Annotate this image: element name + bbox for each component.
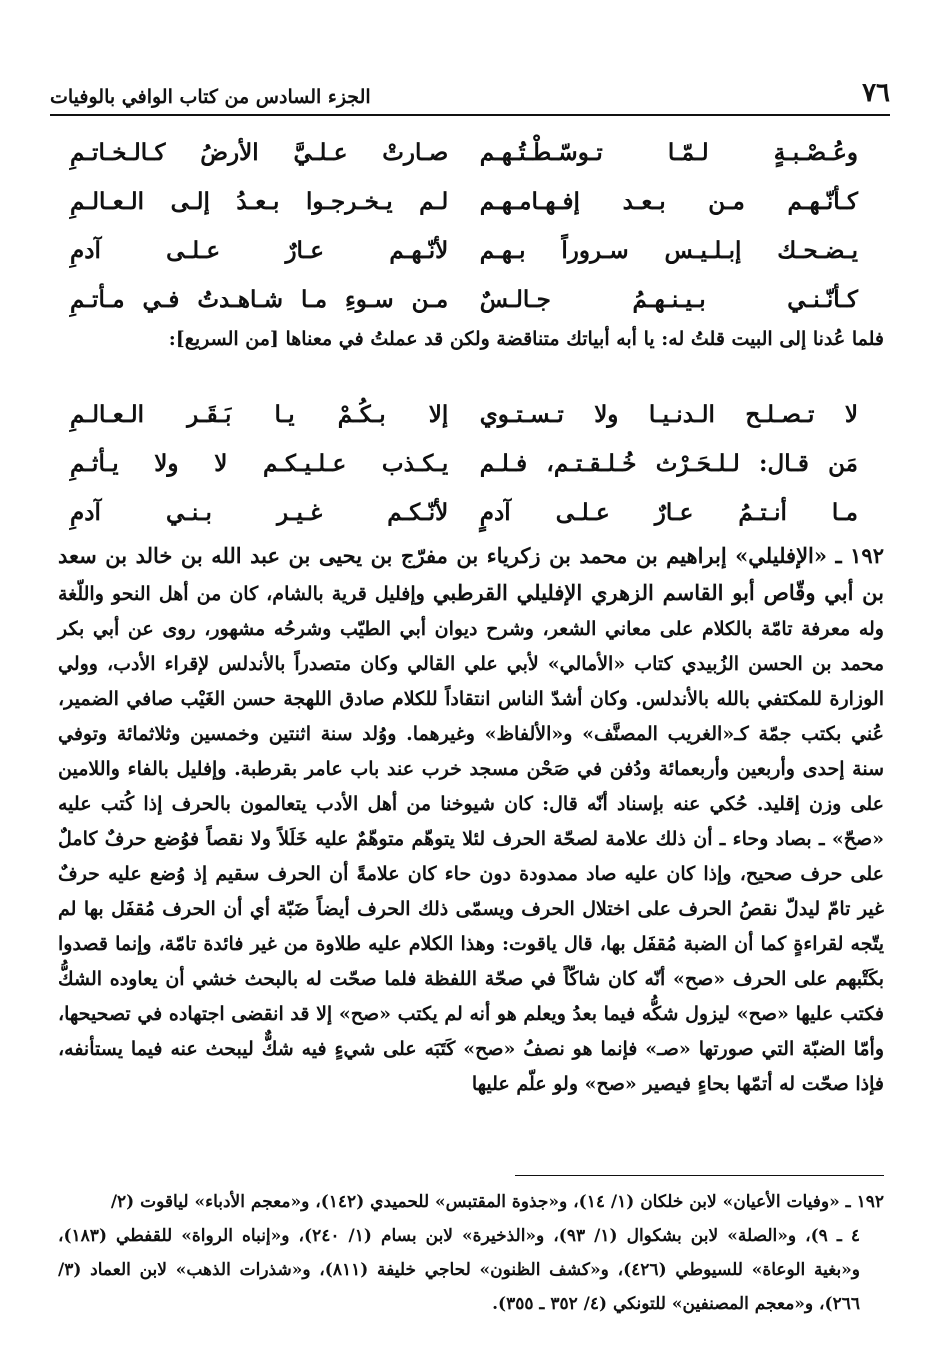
verse-first-hemistich: كـأنّـهـم مـن بـعـد إفـهـامـهـم (479, 188, 858, 215)
page-number: ٧٦ (862, 78, 890, 108)
verse-first-hemistich: وعُـصْـبـةٍ لـمّـا تـوسّـطْـتُـهـم (479, 139, 858, 166)
verse-line (70, 275, 858, 324)
footnote-first-line: ١٩٢ ـ «وفيات الأعيان» لابن خلكان (١/ ١٤)، و«جذوة المقتبس» للحميدي (١٤٢)، و«معجم الأدباء» لياقوت (٢/ (110, 1192, 884, 1212)
footnote-divider (515, 1175, 884, 1176)
running-title: الجزء السادس من كتاب الوافي بالوفيات (50, 86, 371, 108)
footnote-continuation: ٤ ـ ٩)، و«الصلة» لابن بشكوال (١/ ٩٣)، و«الذخيرة» لابن بسام (١/ ٢٤٠)، و«إنباه الرواة» للقفطي (١٨٣)، و«بغية الوعاة» للسيوطي (٤٢٦)، و«كشف الظنون» لحاجي خليفة (٨١١)، و«شذرات الذهب» لابن العماد (٣/ ٢٦٦)، و«معجم المصنفين» للتونكي (٤/ ٣٥٢ ـ ٣٥٥). (58, 1226, 861, 1314)
poem-1 (70, 128, 858, 324)
verse-first-hemistich: يـضـحـك إبـلـيـس سـروراً بـهـم (479, 237, 858, 264)
verse-first-hemistich: لا تـصـلـح الـدنـيـا ولا تـسـتـوي (479, 401, 858, 428)
intro-paragraph: فلما عُدنا إلى البيت قلتُ له: يا أبه أبياتك متناقضة ولكن قد عملتُ في معناها [من السريع]: (168, 328, 884, 350)
verse-second-hemistich: مـن سـوءِ مـا شـاهـدتُ فـي مـأتـمِ (70, 286, 449, 313)
verse-second-hemistich: لأنّـكـم غـيـر بـنـي آدمِ (70, 499, 449, 526)
verse-second-hemistich: لأنّـهـم عـارٌ عـلـى آدمِ (70, 237, 449, 264)
verse-first-hemistich: كـأنّـنـي بـيـنـهـمُ جـالـسٌ (479, 286, 858, 313)
footnote (58, 1185, 884, 1321)
entry-body: وإفليل قرية بالشام، كان من أهل النحو واللّغة وله معرفة تامّة بالكلام على معاني الشعر، وشرح ديوان أبي الطيّب وشرحُه مشهور، روى عن أبي بكر محمد بن الحسن الزُبيدي كتاب «الأمالي» لأبي علي القالي وكان متصدراً بالأندلس لإقراء الأدب، وولي الوزارة للمكتفي بالله بالأندلس. وكان أشدّ الناس انتقاداً للكلام صادق اللهجة حسن الغَيْب صافي الضمير، عُني بكتب جمّة كـ«الغريب المصنَّف» و«الألفاظ» وغيرهما. ووُلد سنة اثنتين وخمسين وثلاثمائة وتوفي سنة إحدى وأربعين وأربعمائة ودُفن في صَحْن مسجد خرب عند باب عامر بقرطبة. وإفليل بالفاء واللامين على وزن إقليد. حُكي عنه بإسناد أنّه قال: كان شيوخنا من أهل الأدب يتعالمون بالحرف إذا كُتب عليه «صحّ» ـ بصاد وحاء ـ أن ذلك علامة لصحّة الحرف لئلا يتوهّم متوهّمٌ عليه خَلَلاً ولا نقصاً فوُضع حرفٌ كاملٌ على حرف صحيح، وإذا كان عليه صاد ممدودة دون حاء كان علامةً أن الحرف سقيم إذ وُضع عليه حرفٌ غير تامّ ليدلّ نقصُ الحرف على اختلال الحرف ويسمّى ذلك الحرف أيضاً ضَبّة أي أن الحرف مُقفَل بها لم يتّجه لقراءةٍ كما أن الضبة مُقفَل بها، قال ياقوت: وهذا الكلام عليه طلاوة من غير فائدة تامّة، وإنما قصدوا بكَتْبهم على الحرف «صح» أنّه كان شاكّاً في صحّة اللفظة فلما صحّت له بالبحث خشي أن يعاوده الشكُّ فكتب عليها «صح» ليزول شكُّه فيما بعدُ ويعلم هو أنه لم يكتب «صح» إلا قد انقضى اجتهاده في تصحيحها، وأمّا الضبّة التي صورتها «صـ» فإنما هو نصفُ «صح» كَتَبَه على شيءٍ فيه شكٌّ ليبحث عنه فيما يستأنفه، فإذا صحّت له أتمّها بحاءٍ فيصير «صح» ولو علّم عليها (58, 583, 884, 1095)
entry-heading: ١٩٢ ـ «الإفليلي» إبراهيم بن محمد بن زكرياء بن مفرّج بن يحيى بن عبد الله بن خالد بن سعد بن أبي وقّاص أبو القاسم الزهري الإفليلي القرطبي (58, 543, 884, 605)
verse-second-hemistich: إلا بـكُـمْ يـا بَـقَـر الـعـالـمِ (70, 401, 449, 428)
verse-second-hemistich: صـارتْ عـلـيَّ الأرضُ كـالـخـاتـمِ (70, 139, 449, 166)
biography-entry (58, 538, 884, 1102)
verse-line (70, 488, 858, 537)
verse-line (70, 226, 858, 275)
verse-line (70, 177, 858, 226)
verse-second-hemistich: يـكـذب عـلـيـكـم لا ولا يـأثـمِ (70, 450, 449, 477)
verse-line (70, 439, 858, 488)
verse-first-hemistich: مـا أنـتـمُ عـارٌ عـلـى آدمٍ (479, 499, 858, 526)
verse-line (70, 128, 858, 177)
verse-first-hemistich: مَن قـال: لـلـحَـرْث خُـلـقـتـم، فـلـم (479, 450, 858, 477)
verse-line (70, 390, 858, 439)
verse-second-hemistich: لـم يـخـرجـوا بـعـدُ إلـى الـعـالـمِ (70, 188, 449, 215)
running-header (50, 68, 890, 116)
poem-2 (70, 390, 858, 537)
